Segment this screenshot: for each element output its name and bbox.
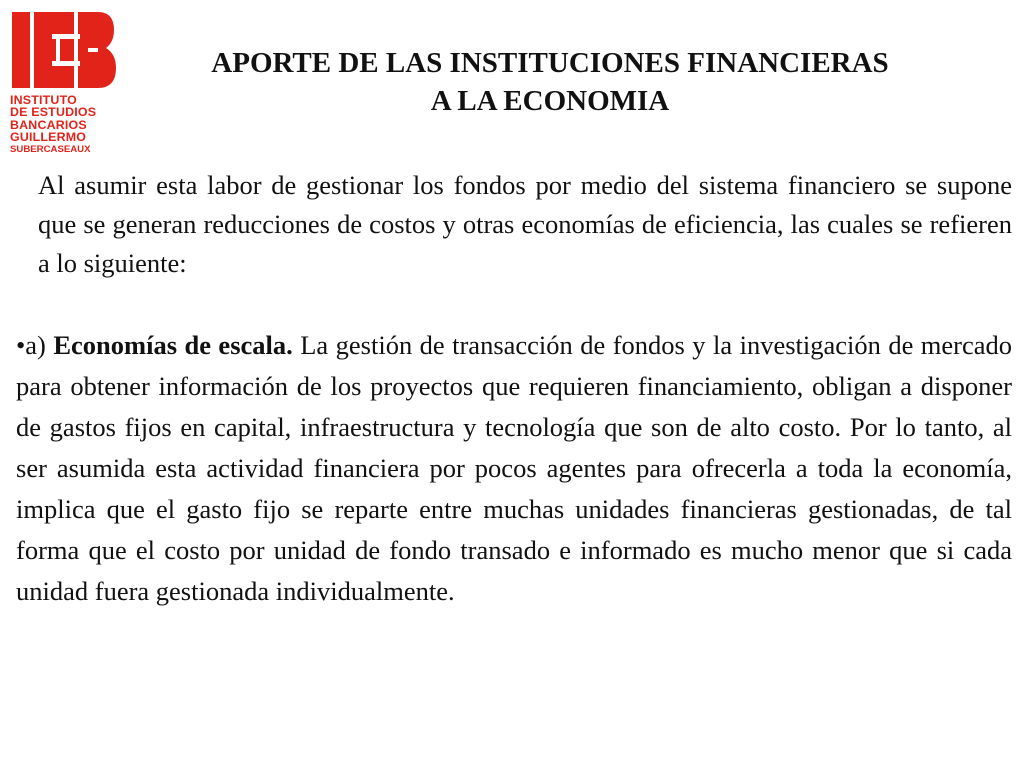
bullet-text: La gestión de transacción de fondos y la investigación de mercado para obtener información de los proyectos que requieren financiamiento, obligan a disponer de gastos fijos en capital, infraestructura y tecnología que son de alto costo. Por lo tanto, al ser asumida esta actividad financiera por pocos agentes para ofrecerla a toda la economía, implica que el gasto fijo se reparte entre muchas unidades financieras gestionadas, de tal forma que el costo por unidad de fondo transado e informado es mucho menor que si cada unidad fuera gestionada individualmente. xyxy=(16,330,1013,606)
slide-title-line-2: A LA ECONOMIA xyxy=(430,85,670,117)
intro-paragraph: Al asumir esta labor de gestionar los fondos por medio del sistema financiero se supone que se generan reducciones de costos y otras economías de eficiencia, las cuales se refieren a lo siguiente: xyxy=(38,170,1012,278)
ieb-logo-mark xyxy=(12,12,116,88)
logo-line-2: DE ESTUDIOS xyxy=(10,105,97,120)
institute-logo xyxy=(10,12,122,162)
logo-line-5: SUBERCASEAUX xyxy=(10,143,91,155)
logo-line-3: BANCARIOS xyxy=(10,117,87,132)
bullet-paragraph xyxy=(16,325,1012,612)
slide-title xyxy=(140,44,960,120)
bullet-marker: •a) xyxy=(16,330,46,360)
slide-title-line-1: APORTE DE LAS INSTITUCIONES FINANCIERAS xyxy=(211,47,889,79)
logo-line-4: GUILLERMO xyxy=(10,130,87,145)
logo-line-1: INSTITUTO xyxy=(10,93,77,107)
logo-wordmark xyxy=(10,94,122,154)
bullet-term: Economías de escala. xyxy=(53,330,293,360)
